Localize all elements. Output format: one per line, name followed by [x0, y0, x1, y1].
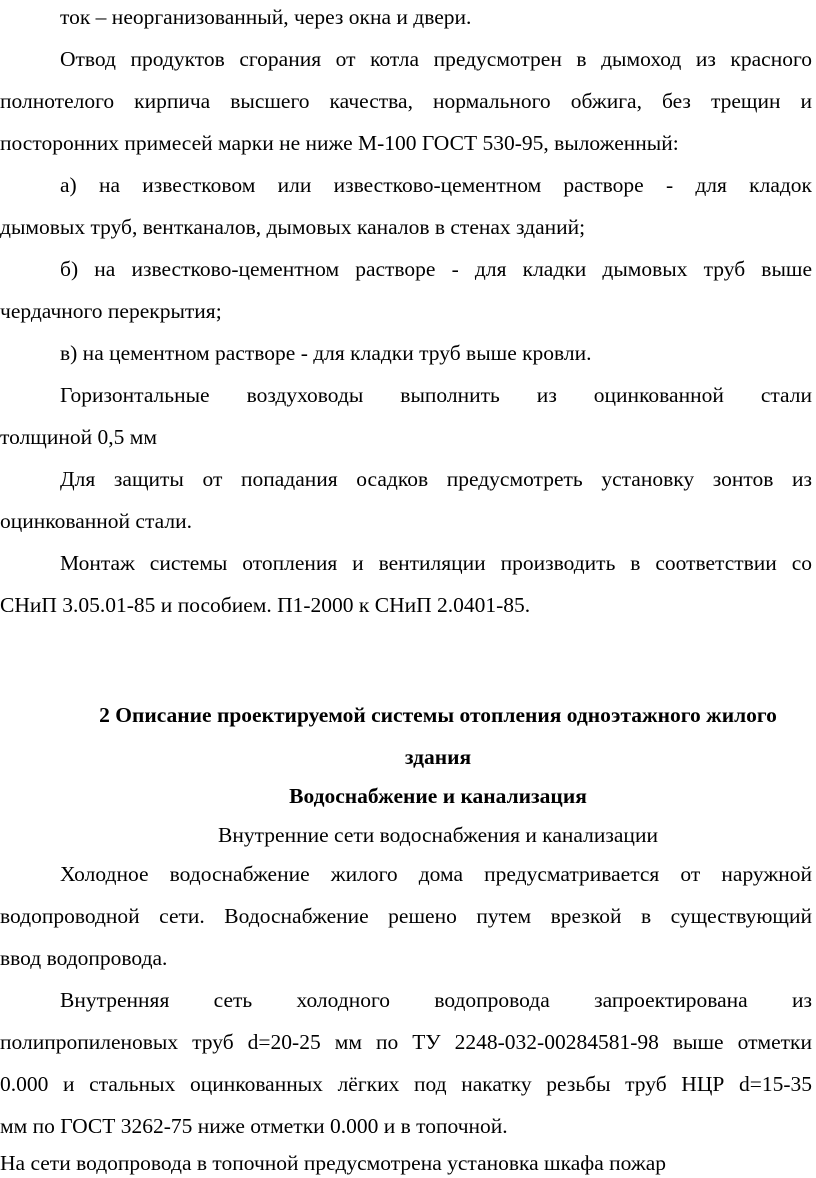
paragraph-line: полнотелого кирпича высшего качества, нормального обжига, без трещин и [0, 89, 812, 113]
list-item-c: в) на цементном растворе - для кладки труб выше кровли. [60, 341, 592, 365]
paragraph-line: посторонних примесей марки не ниже М-100 ГОСТ 530-95, выложенный: [0, 131, 679, 155]
paragraph-line: оцинкованной стали. [0, 509, 192, 533]
subsection-heading: Водоснабжение и канализация [289, 784, 587, 808]
paragraph-line: Для защиты от попадания осадков предусмотреть установку зонтов из [60, 467, 812, 491]
paragraph-line: СНиП 3.05.01-85 и пособием. П1-2000 к СНиП 2.0401-85. [0, 593, 531, 617]
list-item-a-continuation: дымовых труб, вентканалов, дымовых каналов в стенах зданий; [0, 215, 586, 239]
paragraph-line: На сети водопровода в топочной предусмотрена установка шкафа пожар [0, 1151, 666, 1175]
list-item-b-continuation: чердачного перекрытия; [0, 299, 222, 323]
paragraph-line: ток – неорганизованный, через окна и двери. [60, 5, 472, 29]
paragraph-line: Монтаж системы отопления и вентиляции производить в соответствии со [60, 551, 812, 575]
paragraph-line: толщиной 0,5 мм [0, 425, 157, 449]
paragraph-line: 0.000 и стальных оцинкованных лёгких под накатку резьбы труб НЦР d=15-35 [0, 1072, 812, 1096]
section-heading-continuation: здания [404, 745, 472, 769]
list-item-a: а) на известковом или известково-цементном растворе - для кладок [60, 173, 812, 197]
paragraph-line: Холодное водоснабжение жилого дома предусматривается от наружной [60, 862, 812, 886]
paragraph-line: водопроводной сети. Водоснабжение решено путем врезкой в существующий [0, 904, 812, 928]
paragraph-line: Отвод продуктов сгорания от котла предусмотрен в дымоход из красного [60, 47, 812, 71]
paragraph-line: мм по ГОСТ 3262-75 ниже отметки 0.000 и в топочной. [0, 1114, 508, 1138]
paragraph-line: Внутренняя сеть холодного водопровода запроектирована из [60, 988, 812, 1012]
paragraph-line: полипропиленовых труб d=20-25 мм по ТУ 2248-032-00284581-98 выше отметки [0, 1030, 812, 1054]
paragraph-line: Горизонтальные воздуховоды выполнить из оцинкованной стали [60, 383, 812, 407]
list-item-b: б) на известково-цементном растворе - для кладки дымовых труб выше [60, 257, 812, 281]
section-heading: 2 Описание проектируемой системы отопления одноэтажного жилого [99, 703, 777, 727]
subsection-subtitle: Внутренние сети водоснабжения и канализации [218, 823, 658, 847]
paragraph-line: ввод водопровода. [0, 946, 168, 970]
